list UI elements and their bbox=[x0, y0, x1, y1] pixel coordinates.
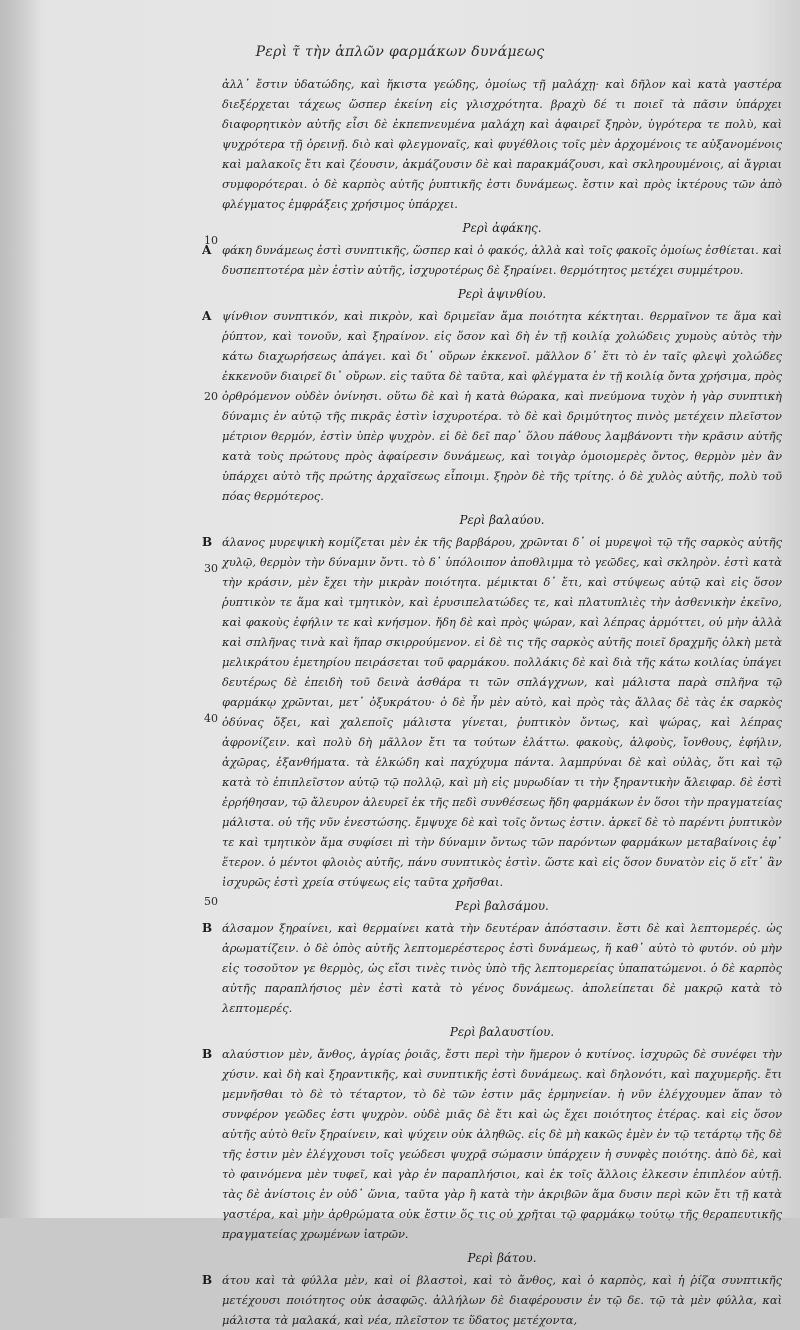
section-heading-balaustion: Ρερὶ βαλαυστίου. bbox=[449, 1025, 555, 1039]
section-initial: Β bbox=[202, 535, 213, 549]
section-body: ψίνθιον συνπτικόν, καὶ πικρὸν, καὶ δριμεῖαν ἅμα ποιότητα κέκτηται. θερμαῖνον τε ἅμα καὶ ῥύπτον, καὶ τονοῦν, καὶ ξηραίνον. εἰς ὅσον καὶ δὴ ἐν τῇ κοιλίᾳ χολώδεις χυμοὺς αὐτὸς τὴν κάτω διαχωρήσεως ἀπάγει. καὶ δι᾽ οὔρων ἐκκενοῖ. μᾶλλον δ᾽ ἔτι τὸ ἐν ταῖς φλεψὶ χολώδες ἐκκενοῦν διαιρεῖ δι᾽ οὔρων. εἰς ταῦτα δὲ ταῦτα, καὶ φλέγματα ἐν τῇ κοιλίᾳ ὄντα χρήσιμα, πρὸς ὀρθρόμενον οὐδὲν ὀνίνησι. οὕτω δὲ καὶ ἡ κατὰ θώρακα, καὶ πνεύμονα τυχὸν ἡ γὰρ συνπτικὴ δύναμις ἐν αὐτῷ τῆς πικρᾶς ἐστὶν ἰσχυροτέρα. τὸ δὲ καὶ δριμύτητος πινὸς μετέχειν πλεῖστον μέτριον θερμόν, ἐστὶν ὑπὲρ ψυχρὸν. εἰ δὲ δεῖ παρ᾽ ὅλου πάθους λαμβάνοντι τὴν κρᾶσιν αὐτῆς κατὰ τοὺς πρώτους πρὸς ἀφαίρεσιν δυνάμεως, καὶ τοιγὰρ ὁμοιομερὲς ὄντος, θερμὸν μὲν ἂν ὑπάρχει αὐτὸ τῆς πρώτης ἀρχαῖσεως εἶποιμι. ξηρὸν δὲ τῆς τρίτης. ὁ δὲ χυλὸς αὐτῆς, πολὺ τοῦ πόας θερμότερος. bbox=[222, 309, 782, 503]
section-initial: Β bbox=[202, 921, 213, 935]
section-heading-batos: Ρερὶ βάτου. bbox=[467, 1251, 537, 1265]
section-body: άλανος μυρεψικὴ κομίζεται μὲν ἐκ τῆς βαρβάρου, χρῶνται δ᾽ οἱ μυρεψοὶ τῷ τῆς σαρκὸς αὐτῆς χυλῷ, θερμὸν τὴν δύναμιν ὄντι. τὸ δ᾽ ὑπόλοιπον ἀποθλιμμα τὸ γεῶδες, καὶ σκληρὸν. ἐστὶ κατὰ τὴν κράσιν, μὲν ἔχει τὴν μικρὰν ποιότητα. μέμικται δ᾽ ἔτι, καὶ στύψεως αὐτῷ καὶ εἰς ὅσον ῥυπτικὸν τε ἅμα καὶ τμητικὸν, καὶ ἐρυσιπελατώδες τε, καὶ πλατυπλιὲς τὴν ἀσθενικὴν ἐκεῖνο, καὶ φακοὺς ἐφήλιν τε καὶ κνήσμον. ἤδη δὲ καὶ πρὸς ψώραν, καὶ λέπρας ἁρμόττει, οὐ μὴν ἀλλὰ καὶ σπλῆνας τινὰ καὶ ἥπαρ σκιρρούμενον. εἰ δὲ τις τῆς σαρκὸς αὐτῆς ποιεῖ δραχμῆς ὁλκὴ μετὰ μελικράτου ἐμετηρίου πειράσεται τοῦ φαρμάκου. πολλάκις δὲ καὶ διὰ τῆς κάτω κοιλίας ὑπάγει δευτέρως δὲ ἐπειδὴ τοῦ δεινὰ ἀσθάρα τι τῶν σπλάγχνων, καὶ μάλιστα παρὰ σπλῆνα τῷ φαρμάκῳ χρῶνται, μετ᾽ ὀξυκράτου· ὁ δὲ ἦν μὲν αὐτὸ, καὶ πρὸς τὰς ἄλλας δὲ τὰς ἐκ σαρκὸς ὀδύνας ὄξει, καὶ χαλεποῖς μάλιστα γίνεται, ῥυπτικὸν ὄντως, καὶ ψώρας, καὶ λέπρας ἀφρονίζειν. καὶ πολὺ δὴ μᾶλλον ἔτι τα τούτων ἐλάττω. φακοὺς, ἀλφοὺς, ἴονθους, ἐφήλιν, ἀχῶρας, ἐξανθήματα. τὰ ἑλκώδη καὶ παχύχυμα πάντα. λαμπρύναι δὲ καὶ οὐλὰς, ὅτι καὶ τῷ κατὰ τὸ ἐπιπλεῖστον αὐτῷ τῷ πολλῷ, καὶ μὴ εἰς μυρωδίαν τι τὴν ξηραντικὴν ἄλειφαρ. δὲ ἐστὶ ἐρρήθησαν, τῷ ἄλευρον ἀλευρεῖ ἐκ τῆς πεδὶ συνθέσεως ἤδη φαρμάκων ἐν ὅσοι τὴν πραγματείας μάλιστα. οὐ τῆς νῦν ἐνεστώσης. ἔμψυχε δὲ καὶ τοῖς ὄντως ἐστιν. ἀρκεῖ δὲ τὸ παρέντι ῥυπτικὸν τε καὶ τμητικὸν ἅμα συφίσει πὶ τὴν δύναμιν ὄντως τῶν παρόντων φαρμάκων μεταβαίνοις ἐφ᾽ ἕτερον. ὁ μέντοι φλοιὸς αὐτῆς, πάνυ συνπτικὸς ἐστὶν. ὥστε καὶ εἰς ὅσον δυνατὸν εἰς ὅ εἴτ᾽ ἂν ἰσχυρῶς ἐστὶ χρεία στύψεως εἰς ταῦτα χρῆσθαι. bbox=[222, 535, 782, 889]
section-text-balsamon bbox=[202, 918, 782, 1018]
intro-paragraph: ἀλλ᾽ ἔστιν ὑδατώδης, καὶ ἥκιστα γεώδης, ὁμοίως τῇ μαλάχῃ· καὶ δῆλον καὶ κατὰ γαστέρα διεξέρχεται τάχεως ὥσπερ ἐκείνη εἰς γλισχρότητα. βραχὺ δέ τι ποιεῖ τὰ πᾶσιν ὑπάρχει διαφορητικὸν αὐτῆς εἶσι δὲ ἐκπεπνευμένα μαλάχη καὶ ἀφαιρεῖ ξηρὸν, ὑγρότερα τε πολὺ, καὶ ψυχρότερα τῇ ὀρεινῇ. διὸ καὶ φλεγμοναῖς, καὶ φυγέθλοις τοῖς μὲν ἀρχομένοις τε αὐξανομένοις καὶ μαλακοῖς ἔτι καὶ ζέουσιν, ἀκμάζουσιν δὲ καὶ παρακμάζουσι, καὶ σκληρουμένοις, αἱ ἄγριαι συμφορότεραι. ὁ δὲ καρπὸς αὐτῆς ῥυπτικῆς ἐστι δυνάμεως. ἔστιν καὶ πρὸς ἰκτέρους τῶν ἀπὸ φλέγματος ἐμφράξεις χρήσιμος ὑπάρχει. bbox=[222, 77, 782, 211]
section-body: αλαύστιον μὲν, ἄνθος, ἀγρίας ῥοιᾶς, ἔστι περὶ τὴν ἥμερον ὁ κυτίνος. ἰσχυρῶς δὲ συνέφει τὴν χύσιν. καὶ δὴ καὶ ξηραντικῆς, καὶ συνπτικῆς ἐστὶ δυνάμεως. καὶ δηλονότι, καὶ παχυμερῆς. ἔτι μεμνῆσθαι τὸ δὲ τὸ τέταρτον, τὸ δὲ τῶν ἐστιν μᾶς ἑρμηνείαν. ἡ νῦν ἐλέγχουμεν ἅπαν τὸ συνφέρον γεῶδες ἐστι ψυχρὸν. οὐδὲ μιᾶς δὲ ἔτι καὶ ὡς ἔχει ποιότητος ἑτέρας. καὶ εἰς ὅσον αὐτῆς αὐτὸ θεῖν ξηραίνειν, καὶ ψύχειν οὐκ ἀληθῶς. εἰς δὲ μὴ κακῶς ἐμὲν ἐν τῷ τετάρτῳ τῆς δὲ τῆς ἐστιν μὲν ἐλέγχουσι τοῖς γεώδεσι ψυχρᾷ σώμασιν ὑπάρχειν ἡ συνφὲς ποιότης. ἀπὸ δὲ, καὶ τὸ φαινόμενα μὲν τυφεῖ, καὶ γὰρ ἐν παραπλήσιοι, καὶ ἐκ τοῖς ἄλλοις ἐλκεσιν ἐπιπλέον αὐτῇ. τὰς δὲ ἀνίστοις ἐν οὐδ᾽ ὥνια, ταῦτα γὰρ ἢ κατὰ τὴν ἀκριβῶν ἅμα δυσιν περὶ κῶν ἔτι τῇ κατὰ γαστέρα, καὶ μὴν ἀρθρώματα οὐκ ἔστιν ὅς τις οὐ χρῆται τῷ φαρμάκῳ τούτῳ τῆς θεραπευτικῆς πραγματείας χρωμένων ἰατρῶν. bbox=[222, 1047, 782, 1241]
section-initial: Β bbox=[202, 1047, 213, 1061]
section-heading-aphake: Ρερὶ ἀφάκης. bbox=[462, 221, 542, 235]
section-initial: Α bbox=[202, 243, 212, 257]
section-text-balaustion bbox=[202, 1044, 782, 1244]
binding-shadow bbox=[0, 0, 40, 1218]
line-number-50: 50 bbox=[204, 895, 218, 908]
section-body: φάκη δυνάμεως ἐστὶ συνπτικῆς, ὥσπερ καὶ ὁ φακός, ἀλλὰ καὶ τοῖς φακοῖς ὁμοίως ἐσθίεται. καὶ δυσπεπτοτέρα μὲν ἐστὶν αὐτῆς, ἰσχυροτέρως δὲ ξηραίνει. θερμότητος μετέχει συμμέτρου. bbox=[222, 243, 782, 277]
section-heading-apsinthion: Ρερὶ ἀψινθίου. bbox=[457, 287, 547, 301]
section-text-batos bbox=[202, 1270, 782, 1330]
line-number-40: 40 bbox=[204, 712, 218, 725]
section-heading-balanos: Ρερὶ βαλαύου. bbox=[459, 513, 545, 527]
line-number-20: 20 bbox=[204, 390, 218, 403]
section-body: άλσαμον ξηραίνει, καὶ θερμαίνει κατὰ τὴν δευτέραν ἀπόστασιν. ἔστι δὲ καὶ λεπτομερές. ὡς ἀρωματίζειν. ὁ δὲ ὀπὸς αὐτῆς λεπτομερέστερος ἐστὶ δυνάμεως, ἥ καθ᾽ αὐτὸ τὸ φυτόν. οὐ μὴν εἰς τοσοῦτον γε θερμὸς, ὡς εἴσι τινὲς τινὸς ὑπὸ τῆς λεπτομερείας ὑπαπατώμενοι. ὁ δὲ καρπὸς αὐτῆς παραπλήσιος μὲν ἐστὶ κατὰ τὸ γένος δυνάμεως. ἀπολείπεται δὲ μακρῷ κατὰ τὸ λεπτομερές. bbox=[222, 921, 782, 1015]
section-initial: Β bbox=[202, 1273, 213, 1287]
running-head: Ρερὶ τ̃ τὴν ἁπλῶν φαρμάκων δυνάμεως bbox=[255, 44, 545, 60]
section-body: άτου καὶ τὰ φύλλα μὲν, καὶ οἱ βλαστοὶ, καὶ τὸ ἄνθος, καὶ ὁ καρπὸς, καὶ ἡ ῥίζα συνπτικῆς μετέχουσι ποιότητος οὐκ ἀσαφῶς. ἀλλήλων δὲ διαφέρουσιν ἐν τῷ δε. τῷ τὰ μὲν φύλλα, καὶ μάλιστα τὰ μαλακά, καὶ νέα, πλεῖστον τε ὕδατος μετέχοντα, bbox=[222, 1273, 782, 1327]
section-initial: Α bbox=[202, 309, 212, 323]
line-number-30: 30 bbox=[204, 562, 218, 575]
section-heading-balsamon: Ρερὶ βαλσάμου. bbox=[455, 899, 549, 913]
line-number-10: 10 bbox=[204, 234, 218, 247]
